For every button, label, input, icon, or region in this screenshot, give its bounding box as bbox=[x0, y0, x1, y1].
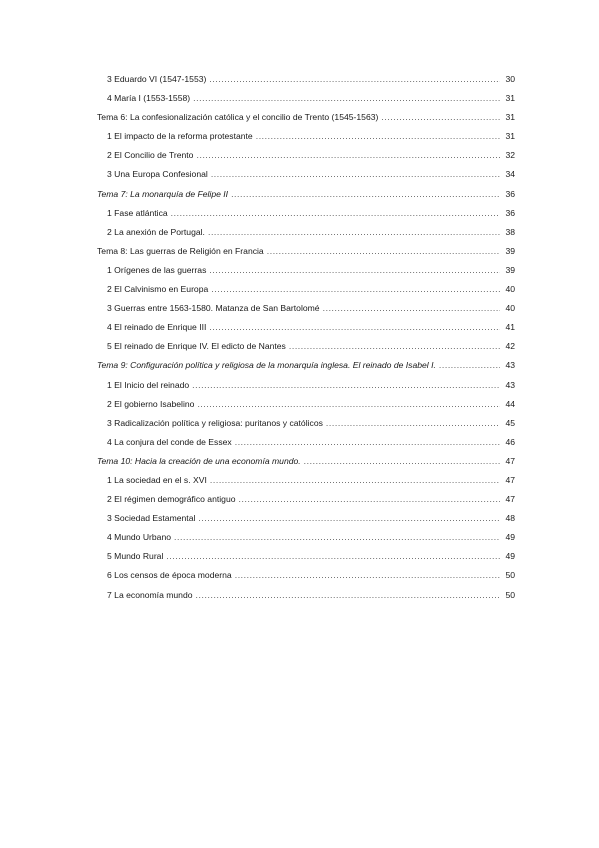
dot-leader bbox=[235, 433, 500, 452]
toc-entry[interactable] bbox=[97, 223, 515, 242]
dot-leader bbox=[231, 185, 500, 204]
toc-entry[interactable] bbox=[97, 395, 515, 414]
toc-entry[interactable] bbox=[97, 566, 515, 585]
dot-leader bbox=[209, 261, 500, 280]
toc-entry-title: 3 Guerras entre 1563-1580. Matanza de San Bartolomé bbox=[107, 303, 320, 314]
dot-leader bbox=[209, 70, 500, 89]
toc-entry-title: Tema 9: Configuración política y religiosa de la monarquía inglesa. El reinado de Isabel I. bbox=[97, 360, 436, 371]
table-of-contents bbox=[97, 70, 515, 605]
toc-entry[interactable] bbox=[97, 318, 515, 337]
toc-entry[interactable] bbox=[97, 185, 515, 204]
dot-leader bbox=[439, 356, 500, 375]
toc-entry[interactable] bbox=[97, 356, 515, 375]
toc-entry-title: 7 La economía mundo bbox=[107, 589, 193, 600]
dot-leader bbox=[196, 586, 500, 605]
toc-entry-title: Tema 8: Las guerras de Religión en Francia bbox=[97, 245, 264, 256]
toc-entry-page: 34 bbox=[505, 169, 515, 180]
toc-entry-page: 39 bbox=[505, 264, 515, 275]
dot-leader bbox=[323, 299, 500, 318]
toc-entry[interactable] bbox=[97, 414, 515, 433]
dot-leader bbox=[289, 337, 500, 356]
dot-leader bbox=[211, 165, 500, 184]
toc-entry-title: 4 Mundo Urbano bbox=[107, 532, 172, 543]
toc-entry[interactable] bbox=[97, 471, 515, 490]
toc-entry[interactable] bbox=[97, 108, 515, 127]
toc-entry-page: 47 bbox=[505, 494, 515, 505]
dot-leader bbox=[304, 452, 500, 471]
dot-leader bbox=[171, 204, 500, 223]
toc-entry[interactable] bbox=[97, 509, 515, 528]
toc-entry[interactable] bbox=[97, 376, 515, 395]
toc-entry-title: 2 El Calvinismo en Europa bbox=[107, 284, 209, 295]
toc-entry-page: 44 bbox=[505, 398, 515, 409]
dot-leader bbox=[196, 146, 500, 165]
toc-entry-page: 40 bbox=[505, 284, 515, 295]
toc-entry-page: 40 bbox=[505, 303, 515, 314]
dot-leader bbox=[192, 376, 500, 395]
toc-entry-title: Tema 10: Hacia la creación de una economía mundo. bbox=[97, 455, 301, 466]
toc-entry-page: 31 bbox=[505, 131, 515, 142]
dot-leader bbox=[211, 280, 500, 299]
toc-entry-title: 3 Sociedad Estamental bbox=[107, 513, 196, 524]
dot-leader bbox=[267, 242, 500, 261]
toc-entry-page: 49 bbox=[505, 532, 515, 543]
toc-entry-page: 36 bbox=[505, 188, 515, 199]
toc-entry-title: 1 Fase atlántica bbox=[107, 207, 168, 218]
toc-entry-title: 1 La sociedad en el s. XVI bbox=[107, 474, 207, 485]
dot-leader bbox=[166, 547, 500, 566]
dot-leader bbox=[197, 395, 500, 414]
toc-entry[interactable] bbox=[97, 547, 515, 566]
toc-entry-page: 49 bbox=[505, 551, 515, 562]
toc-entry[interactable] bbox=[97, 586, 515, 605]
toc-entry[interactable] bbox=[97, 261, 515, 280]
toc-entry-page: 45 bbox=[505, 417, 515, 428]
toc-entry-title: Tema 7: La monarquía de Felipe II bbox=[97, 188, 229, 199]
toc-entry-page: 47 bbox=[505, 474, 515, 485]
toc-entry-title: 1 Orígenes de las guerras bbox=[107, 264, 207, 275]
toc-entry-title: 1 El Inicio del reinado bbox=[107, 379, 190, 390]
dot-leader bbox=[198, 509, 500, 528]
dot-leader bbox=[256, 127, 500, 146]
toc-entry-page: 50 bbox=[505, 570, 515, 581]
toc-entry-page: 48 bbox=[505, 513, 515, 524]
toc-entry-page: 42 bbox=[505, 341, 515, 352]
dot-leader bbox=[209, 318, 500, 337]
toc-entry-page: 32 bbox=[505, 150, 515, 161]
toc-entry-title: 2 El Concilio de Trento bbox=[107, 150, 194, 161]
dot-leader bbox=[174, 528, 500, 547]
toc-entry[interactable] bbox=[97, 242, 515, 261]
dot-leader bbox=[208, 223, 500, 242]
toc-entry[interactable] bbox=[97, 70, 515, 89]
toc-entry-page: 43 bbox=[505, 360, 515, 371]
toc-entry-title: 4 María I (1553-1558) bbox=[107, 93, 191, 104]
toc-entry-page: 39 bbox=[505, 245, 515, 256]
dot-leader bbox=[235, 566, 500, 585]
toc-entry[interactable] bbox=[97, 299, 515, 318]
toc-entry[interactable] bbox=[97, 146, 515, 165]
dot-leader bbox=[326, 414, 500, 433]
toc-entry-title: 2 El gobierno Isabelino bbox=[107, 398, 195, 409]
toc-entry[interactable] bbox=[97, 452, 515, 471]
toc-entry-page: 31 bbox=[505, 93, 515, 104]
toc-entry-title: 5 Mundo Rural bbox=[107, 551, 164, 562]
toc-entry[interactable] bbox=[97, 165, 515, 184]
dot-leader bbox=[381, 108, 500, 127]
dot-leader bbox=[210, 471, 500, 490]
toc-entry[interactable] bbox=[97, 337, 515, 356]
toc-entry[interactable] bbox=[97, 490, 515, 509]
toc-entry-title: Tema 6: La confesionalización católica y el concilio de Trento (1545-1563) bbox=[97, 112, 379, 123]
toc-entry-page: 36 bbox=[505, 207, 515, 218]
toc-entry-page: 50 bbox=[505, 589, 515, 600]
toc-entry-page: 30 bbox=[505, 74, 515, 84]
toc-entry-title: 3 Eduardo VI (1547-1553) bbox=[107, 74, 207, 84]
toc-entry-page: 41 bbox=[505, 322, 515, 333]
toc-entry[interactable] bbox=[97, 127, 515, 146]
toc-entry-title: 6 Los censos de época moderna bbox=[107, 570, 232, 581]
toc-entry-title: 1 El impacto de la reforma protestante bbox=[107, 131, 253, 142]
toc-entry-title: 3 Una Europa Confesional bbox=[107, 169, 208, 180]
dot-leader bbox=[239, 490, 500, 509]
toc-entry[interactable] bbox=[97, 280, 515, 299]
toc-entry-page: 31 bbox=[505, 112, 515, 123]
toc-entry[interactable] bbox=[97, 204, 515, 223]
toc-entry-title: 4 El reinado de Enrique III bbox=[107, 322, 207, 333]
toc-entry-title: 2 El régimen demográfico antiguo bbox=[107, 494, 236, 505]
dot-leader bbox=[193, 89, 500, 108]
toc-entry[interactable] bbox=[97, 528, 515, 547]
toc-entry-page: 46 bbox=[505, 436, 515, 447]
toc-entry[interactable] bbox=[97, 433, 515, 452]
toc-entry-page: 38 bbox=[505, 226, 515, 237]
toc-entry-title: 2 La anexión de Portugal. bbox=[107, 226, 205, 237]
toc-entry-title: 5 El reinado de Enrique IV. El edicto de Nantes bbox=[107, 341, 286, 352]
toc-entry-page: 43 bbox=[505, 379, 515, 390]
toc-entry-page: 47 bbox=[505, 455, 515, 466]
toc-entry-title: 4 La conjura del conde de Essex bbox=[107, 436, 232, 447]
toc-entry-title: 3 Radicalización política y religiosa: puritanos y católicos bbox=[107, 417, 323, 428]
toc-entry[interactable] bbox=[97, 89, 515, 108]
